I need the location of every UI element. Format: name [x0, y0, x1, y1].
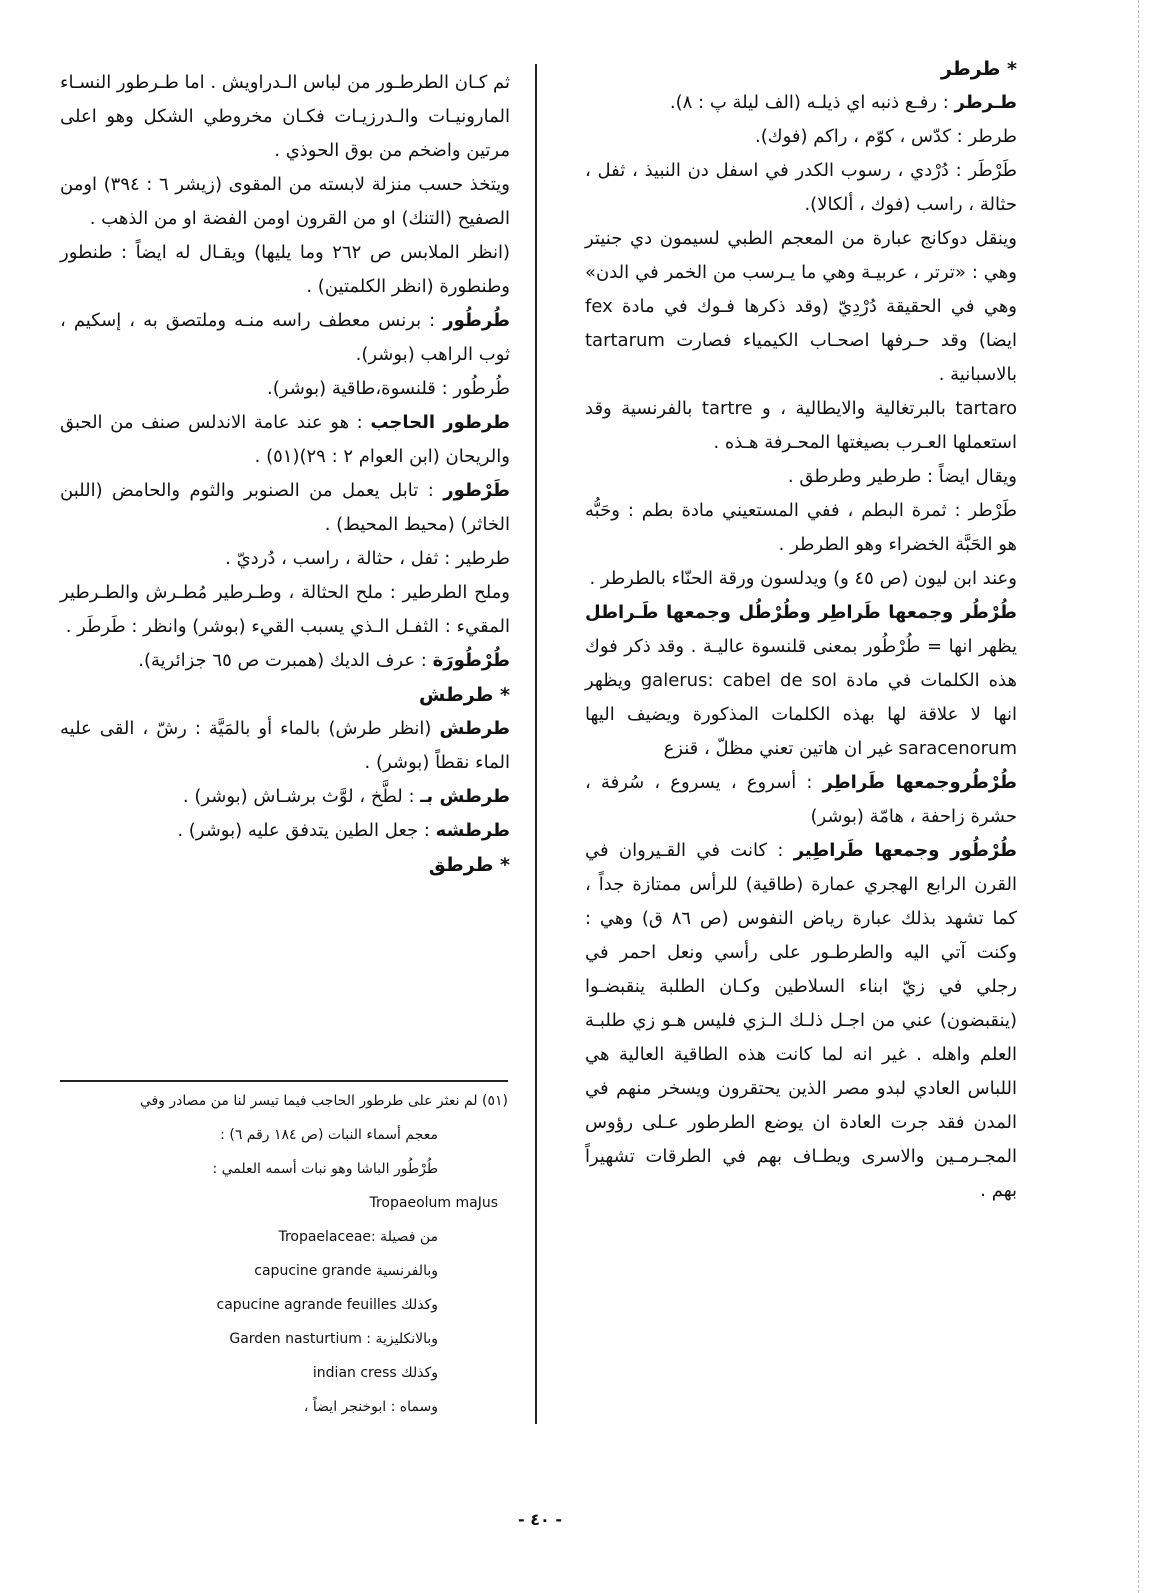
- entry: [60, 814, 510, 848]
- entry-text: : أسروع ، يسروع ، سُرفة ، حشرة زاحفة ، هامّة (بوشر): [585, 772, 1017, 827]
- entry: [60, 474, 510, 542]
- entry-headword: طرطش بـ: [420, 786, 510, 807]
- entry-text: : كانت في القـيروان في القرن الرابع الهجري عمارة (طاقية) للرأس ممتازة جداً ، كما تشهد بذلك عبارة رياض النفوس (ص ٨٦ ق) وهي : وكنت آتي اليه والطرطـور على رأسي ونعل احمر في رجلي في زيّ ابناء السلاطين وكـان الطلبة ينقبضـوا (ينقبضون) عني من اجـل ذلـك الـزي فليس هـو زي طلبـة العلم واهله . غير انه لما كانت هذه الطاقية العالية هي اللباس العادي لبدو مصر الذين يحتقرون ويسخر منهم في المدن فقد جرت العادة ان يوضع الطرطور عـلى رؤوس المجـرمـين والاسرى ويطـاف بهم في الطرقات تشهيراً بهم .: [585, 840, 1018, 1201]
- footnote-line: وكذلك capucine agrande feuilles: [216, 1297, 438, 1313]
- entry: [60, 304, 510, 372]
- paragraph: ويقال ايضاً : طرطير وطرطق .: [787, 466, 1017, 487]
- entry-headword: طـرطر: [954, 92, 1017, 113]
- entry-headword: طُرْطُروجمعها طَراطِر: [822, 772, 1017, 793]
- entry-text: : رفـع ذنبه اي ذيلـه (الف ليلة پ : ٨).: [669, 92, 955, 113]
- entry-text: (انظر طرش) بالماء أو بالمَيَّة : رشّ ، القى عليه الماء نقطاً (بوشر) .: [60, 718, 510, 773]
- entry-text: : عرف الديك (همبرت ص ٦٥ جزائرية).: [138, 650, 433, 671]
- footnote-line: وسماه : ابوخنجر ايضاً ،: [303, 1399, 438, 1415]
- footnote-line: معجم أسماء النبات (ص ١٨٤ رقم ٦) :: [220, 1127, 438, 1143]
- entry: [585, 596, 1017, 766]
- paragraph: ثم كـان الطرطـور من لباس الـدراويش . اما طـرطور النسـاء المارونيـات والـدرزيـات فكـان مخروطي الشكل وهو اعلى مرتين واضخم من بوق الحوذي .: [60, 72, 510, 161]
- entry-headword: طرطور الحاجب: [370, 412, 510, 433]
- entry-headword: طُرْطُور وجمعها طَراطِير: [793, 840, 1018, 861]
- footnote-line: Tropaeolum maJus: [369, 1195, 498, 1211]
- footnote-line: وكذلك indian cress: [312, 1365, 438, 1381]
- column-divider: [535, 64, 537, 1424]
- entry-text: : لطَّخ ، لوَّث برشـاش (بوشر) .: [182, 786, 421, 807]
- paragraph: وعند ابن ليون (ص ٤٥ و) ويدلسون ورقة الحنّاء بالطرطر .: [589, 568, 1017, 589]
- footnotes: [60, 1084, 508, 1424]
- entry: [60, 644, 510, 678]
- entry: [60, 780, 510, 814]
- entry: طرطير : ثفل ، حثالة ، راسب ، دُرديّ .: [225, 548, 510, 569]
- entry-headword: طرطش: [439, 718, 510, 739]
- entry: [585, 766, 1017, 834]
- entry-text: يظهر انها = طُرْطُور بمعنى قلنسوة عاليـة . وقد ذكر فوك هذه الكلمات في مادة galerus: cabel de sol ويظهر انها لا علاقة لها بهذه الكلمات المذكورة ويضيف اليها saracenorum غير ان هاتين تعني مظلّ ، قنزع: [585, 636, 1017, 759]
- entry-text: : برنس معطف راسه منـه وملتصق به ، إسكيم ، ثوب الراهب (بوشر).: [60, 310, 510, 365]
- paragraph: وينقل دوكانج عبارة من المعجم الطبي لسيمون دي جنيتر وهي : «ترتر ، عربيـة وهي ما يـرسب من الخمر في الدن» وهي في الحقيقة دُرْدِيّ (وقد ذكرها فـوك في مادة fex ايضا) وقد حـرفها اصحـاب الكيمياء فصارت tartarum بالاسبانية .: [585, 228, 1017, 385]
- footnote-line: وبالانكليزية : Garden nasturtium: [229, 1331, 438, 1347]
- section-heading: * طرطق: [428, 854, 510, 876]
- paragraph: ويتخذ حسب منزلة لابسته من المقوى (زيشر ٦ : ٣٩٤) اومن الصفيح (التنك) او من القرون اومن الفضة او من الذهب .: [60, 174, 510, 229]
- footnote-rule: [60, 1080, 508, 1082]
- page-number: - ٤٠ -: [518, 1510, 562, 1529]
- footnote-line: وبالفرنسية capucine grande: [254, 1263, 438, 1279]
- entry: طُرطُور : قلنسوة،طاقية (بوشر).: [267, 378, 510, 399]
- entry: [585, 86, 1017, 120]
- paragraph: tartaro بالبرتغالية والايطالية ، و tartre بالفرنسية وقد استعملها العـرب بصيغتها المحـرفة هـذه .: [585, 398, 1018, 453]
- section-heading: * طرطر: [941, 58, 1017, 80]
- section-heading: * طرطش: [418, 684, 510, 706]
- footnote-line: طُرْطُور الباشا وهو نبات أسمه العلمي :: [212, 1161, 438, 1177]
- entry: [60, 712, 510, 780]
- entry: طَرْطر : ثمرة البطم ، ففي المستعيني مادة بطم : وحَبُّه هو الحَبَّة الخضراء وهو الطرطر .: [585, 500, 1017, 555]
- entry: طرطر : كدّس ، كوّم ، راكم (فوك).: [754, 126, 1017, 147]
- entry-headword: طُرْطُورَة: [432, 650, 510, 671]
- left-column: [60, 66, 510, 882]
- entry: طَرْطَر : دُرْدي ، رسوب الكدر في اسفل دن النبيذ ، ثفل ، حثالة ، راسب (فوك ، ألكالا).: [585, 160, 1017, 215]
- entry-headword: طُرطُور: [443, 310, 510, 331]
- entry-text: : تابل يعمل من الصنوبر والثوم والحامض (اللبن الخاثر) (محيط المحيط) .: [60, 480, 510, 535]
- right-column: [585, 52, 1017, 1208]
- footnote-line: (٥١) لم نعثر على طرطور الحاجب فيما تيسر لنا من مصادر وفي: [139, 1093, 508, 1109]
- scan-edge: [1138, 0, 1140, 1593]
- entry-headword: طرطشه: [435, 820, 510, 841]
- entry: [60, 406, 510, 474]
- entry-headword: طُرْطُر وجمعها طَراطِر وطُرْطُل وجمعها طَـراطل: [585, 602, 1017, 623]
- entry-text: : جعل الطين يتدفق عليه (بوشر) .: [177, 820, 436, 841]
- entry: وملح الطرطير : ملح الحثالة ، وطـرطير مُطـرش والطـرطير المقيء : الثفـل الـذي يسبب القيء (بوشر) وانظر : طَرطَر .: [60, 582, 510, 637]
- paragraph: (انظر الملابس ص ٢٦٢ وما يليها) ويقـال له ايضاً : طنطور وطنطورة (انظر الكلمتين) .: [60, 242, 511, 297]
- entry-text: : هو عند عامة الاندلس صنف من الحبق والريحان (ابن العوام ٢ : ٢٩)(٥١) .: [60, 412, 510, 467]
- entry-headword: طَرْطور: [443, 480, 510, 501]
- footnote-line: من فصيلة :Tropaelaceae: [278, 1229, 438, 1245]
- entry: [585, 834, 1017, 1208]
